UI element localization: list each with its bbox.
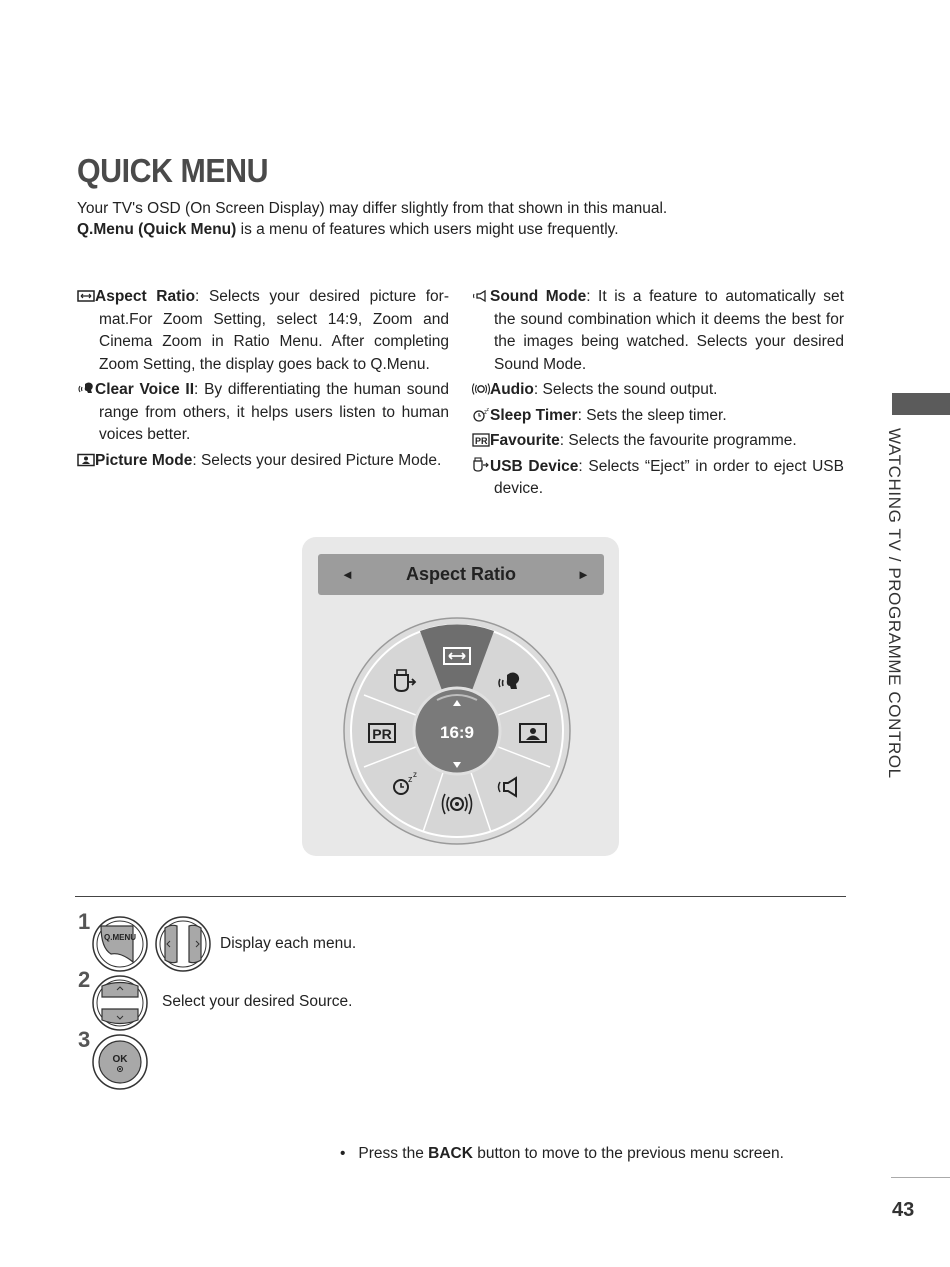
sleep-timer-icon bbox=[472, 408, 490, 422]
sleep-timer-desc: : Sets the sleep timer. bbox=[577, 406, 727, 424]
quick-menu-title: Aspect Ratio bbox=[405, 564, 517, 584]
note-post: button to move to the previous menu screen. bbox=[472, 1145, 784, 1162]
step-2-text: Select your desired Source. bbox=[162, 993, 353, 1010]
feature-picture-mode bbox=[77, 450, 449, 473]
wheel-pr-label: PR bbox=[372, 726, 392, 742]
audio-label: Audio bbox=[490, 381, 534, 398]
picture-mode-icon bbox=[77, 453, 95, 467]
aspect-ratio-desc: : Selects your desired picture for-mat.For Zoom Setting, select 14:9, Zoom and Cinema Zoom in Ratio Menu. After completing Zoom Setting, the display goes back to Q.Menu. bbox=[99, 288, 449, 373]
left-right-nav-button-icon[interactable] bbox=[155, 916, 211, 972]
svg-text:z: z bbox=[484, 409, 487, 416]
usb-device-desc: : Selects “Eject” in order to eject USB device. bbox=[494, 457, 844, 497]
favourite-label: Favourite bbox=[490, 432, 560, 449]
menu-left-arrow[interactable]: ◄ bbox=[341, 567, 354, 582]
ok-button-label: OK bbox=[112, 1054, 128, 1065]
usb-device-label: USB Device bbox=[490, 457, 579, 475]
note-pre: Press the bbox=[358, 1145, 429, 1162]
intro-line-2 bbox=[77, 221, 619, 239]
note-bullet: • bbox=[340, 1145, 346, 1162]
step-1-text: Display each menu. bbox=[220, 935, 357, 952]
favourite-desc: : Selects the favourite programme. bbox=[559, 432, 797, 449]
sound-mode-desc: : It is a feature to automatically set the sound combination which it deems the best for the images being watched. Selects your desired Sound Mode. bbox=[494, 288, 844, 373]
feature-sleep-timer bbox=[472, 405, 844, 428]
feature-sound-mode bbox=[472, 286, 844, 376]
page-title: QUICK MENU bbox=[77, 152, 269, 189]
aspect-ratio-icon bbox=[77, 289, 95, 303]
page-number: 43 bbox=[892, 1199, 915, 1221]
clear-voice-label: Clear Voice II bbox=[95, 381, 195, 398]
ok-button-icon[interactable] bbox=[92, 1034, 148, 1090]
favourite-icon bbox=[472, 433, 490, 447]
intro-qmenu-desc: is a menu of features which users might use frequently. bbox=[236, 221, 619, 238]
step-1-number: 1 bbox=[78, 909, 91, 934]
qmenu-button-label: Q.MENU bbox=[104, 933, 136, 942]
wheel-favourite-icon[interactable] bbox=[369, 724, 395, 742]
picture-mode-label: Picture Mode bbox=[95, 451, 193, 469]
section-side-label: WATCHING TV / PROGRAMME CONTROL bbox=[885, 428, 904, 779]
center-value: 16:9 bbox=[439, 723, 475, 742]
feature-usb-device bbox=[472, 456, 844, 501]
up-down-nav-button-icon[interactable] bbox=[92, 975, 148, 1031]
svg-text:z: z bbox=[413, 770, 417, 779]
quick-menu-wheel bbox=[343, 617, 571, 845]
feature-audio bbox=[472, 379, 844, 402]
picture-mode-desc: : Selects your desired Picture Mode. bbox=[192, 451, 442, 469]
feature-favourite bbox=[472, 430, 844, 453]
feature-clear-voice bbox=[77, 379, 449, 447]
right-feature-list bbox=[472, 286, 844, 504]
intro-line-1: Your TV's OSD (On Screen Display) may differ slightly from that shown in this manual. bbox=[77, 200, 668, 217]
favourite-icon-pr: PR bbox=[475, 436, 488, 446]
svg-text:z: z bbox=[486, 407, 489, 413]
qmenu-button-icon[interactable] bbox=[92, 916, 148, 972]
section-tab-marker bbox=[892, 393, 950, 415]
menu-right-arrow[interactable]: ► bbox=[577, 567, 590, 582]
step-3-number: 3 bbox=[78, 1027, 91, 1052]
clear-voice-icon bbox=[77, 380, 95, 396]
sound-mode-icon bbox=[472, 289, 490, 303]
audio-icon bbox=[472, 382, 490, 396]
section-divider bbox=[75, 896, 846, 897]
back-button-note bbox=[340, 1145, 784, 1163]
sound-mode-label: Sound Mode bbox=[490, 288, 587, 305]
audio-desc: : Selects the sound output. bbox=[533, 381, 718, 398]
page-number-rule bbox=[891, 1177, 950, 1178]
svg-text:z: z bbox=[408, 774, 413, 784]
aspect-ratio-label: Aspect Ratio bbox=[95, 288, 196, 305]
intro-qmenu-term: Q.Menu (Quick Menu) bbox=[77, 221, 237, 238]
sleep-timer-label: Sleep Timer bbox=[490, 406, 578, 424]
usb-device-icon bbox=[472, 457, 490, 473]
step-2-number: 2 bbox=[78, 967, 91, 992]
left-feature-list bbox=[77, 286, 449, 475]
note-back-label: BACK bbox=[428, 1145, 473, 1162]
clear-voice-desc: : By differentiating the human sound range from others, it helps users listen to human voices better. bbox=[99, 381, 450, 443]
feature-aspect-ratio bbox=[77, 286, 449, 376]
